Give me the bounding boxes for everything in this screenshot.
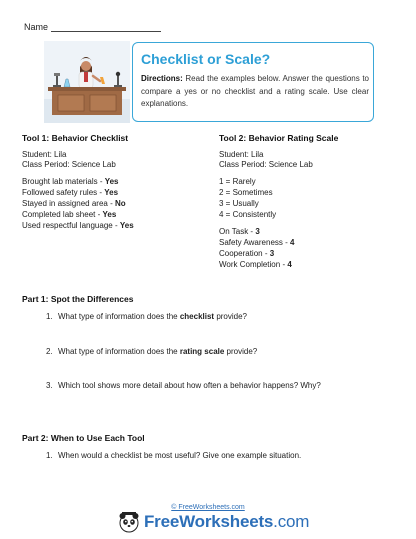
scale-definition: 4 = Consistently bbox=[219, 210, 277, 219]
scientist-illustration bbox=[44, 41, 130, 123]
scale-definition: 2 = Sometimes bbox=[219, 188, 273, 197]
panda-logo-icon bbox=[118, 511, 140, 533]
rating-item: On Task - 3 bbox=[219, 227, 260, 236]
name-label: Name bbox=[24, 22, 49, 32]
scale-definition: 1 = Rarely bbox=[219, 177, 256, 186]
rating-item: Cooperation - 3 bbox=[219, 249, 275, 258]
checklist-item: Completed lab sheet - Yes bbox=[22, 210, 117, 219]
directions-box bbox=[132, 42, 374, 122]
checklist-item: Stayed in assigned area - No bbox=[22, 199, 126, 208]
tool1-student: Student: Lila bbox=[22, 150, 67, 159]
part1-heading: Part 1: Spot the Differences bbox=[22, 294, 134, 304]
footer-copyright-link[interactable]: © FreeWorksheets.com bbox=[171, 504, 245, 511]
directions-text: Read the examples below. Answer the questions to compare a yes or no checklist and a rating scale. Use clear explanations. bbox=[141, 74, 369, 108]
tool1-class-period: Class Period: Science Lab bbox=[22, 160, 116, 169]
tool2-class-period: Class Period: Science Lab bbox=[219, 160, 313, 169]
name-row bbox=[24, 22, 161, 32]
worksheet-title: Checklist or Scale? bbox=[141, 51, 271, 67]
directions-label: Directions: bbox=[141, 74, 183, 83]
checklist-item: Used respectful language - Yes bbox=[22, 221, 134, 230]
part1-question-3: 3. Which tool shows more detail about how often a behavior happens? Why? bbox=[46, 381, 321, 390]
directions-text-block bbox=[141, 73, 369, 111]
rating-item: Safety Awareness - 4 bbox=[219, 238, 295, 247]
part1-question-1: 1. What type of information does the checklist provide? bbox=[46, 312, 248, 321]
part2-question-1: 1. When would a checklist be most useful? Give one example situation. bbox=[46, 451, 302, 460]
scale-definition: 3 = Usually bbox=[219, 199, 259, 208]
tool1-title: Tool 1: Behavior Checklist bbox=[22, 133, 129, 143]
rating-item: Work Completion - 4 bbox=[219, 260, 292, 269]
name-field-line[interactable] bbox=[51, 22, 161, 32]
checklist-item: Followed safety rules - Yes bbox=[22, 188, 119, 197]
tool2-title: Tool 2: Behavior Rating Scale bbox=[219, 133, 339, 143]
tool2-student: Student: Lila bbox=[219, 150, 264, 159]
part1-question-2: 2. What type of information does the rating scale provide? bbox=[46, 347, 258, 356]
part2-heading: Part 2: When to Use Each Tool bbox=[22, 433, 145, 443]
footer-logo[interactable] bbox=[118, 511, 309, 533]
logo-wordmark: FreeWorksheets.com bbox=[144, 512, 310, 531]
checklist-item: Brought lab materials - Yes bbox=[22, 177, 119, 186]
